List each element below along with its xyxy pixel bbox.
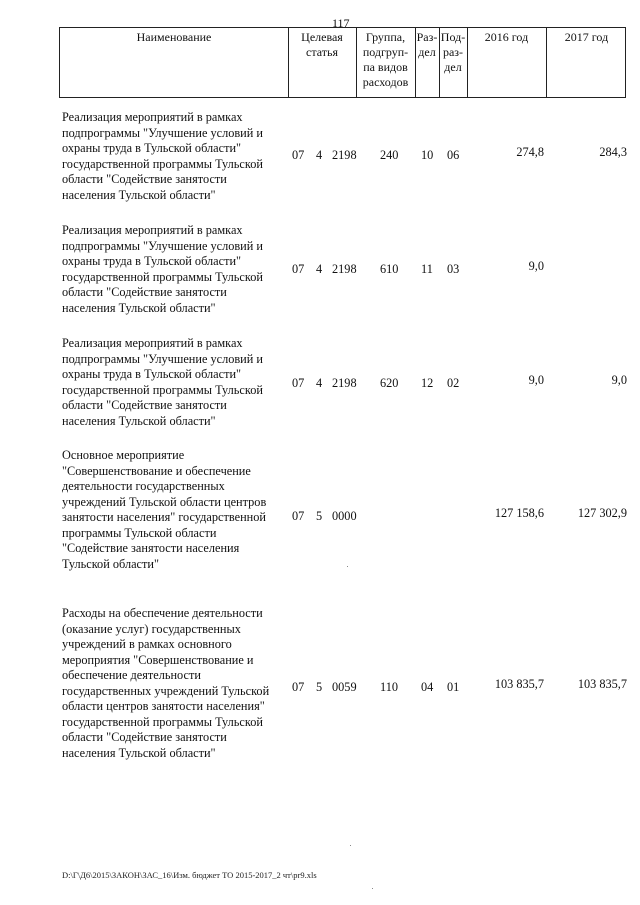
code-program: 07 [292, 376, 305, 390]
code-direction: 2198 [332, 148, 357, 162]
value-2017: 284,3 [599, 145, 627, 159]
razdel-value: 11 [421, 262, 433, 276]
row-name: Реализация мероприятий в рамках подпрограммы "Улучшение условий и охраны труда в Тульской области" государственной программы Тульской области "Содействие занятости населения Тульской области" [62, 223, 264, 315]
code-subprogram: 5 [316, 509, 323, 523]
value-2016: 274,8 [516, 145, 544, 159]
value-2017: 9,0 [611, 373, 627, 387]
file-path-footer: D:\Г\Д6\2015\ЗАКОН\ЗАС_16\Изм. бюджет ТО 2015-2017_2 чт\pr9.xls [62, 870, 317, 880]
group-value: 110 [380, 680, 398, 694]
code-program: 07 [292, 509, 305, 523]
table-row [62, 223, 628, 319]
header-2016: 2016 год [484, 30, 529, 44]
razdel-value: 10 [421, 148, 434, 162]
header-razdel: Раз- дел [416, 30, 438, 59]
value-2017: 103 835,7 [577, 677, 627, 691]
row-name: Реализация мероприятий в рамках подпрограммы "Улучшение условий и охраны труда в Тульской области" государственной программы Тульской области "Содействие занятости населения Тульской области" [62, 336, 264, 428]
table-header [59, 27, 626, 98]
group-value: 620 [380, 376, 399, 390]
value-2016: 103 835,7 [494, 677, 544, 691]
code-subprogram: 4 [316, 148, 323, 162]
row-name: Расходы на обеспечение деятельности (оказание услуг) государственных учреждений в рамках основного мероприятия "Совершенствование и обеспечение деятельности государственных учреждений Тульской области центров занятости населения" государственной программы Тульской области "Содействие занятости населения Тульской области" [62, 606, 270, 760]
row-name: Реализация мероприятий в рамках подпрограммы "Улучшение условий и охраны труда в Тульской области" государственной программы Тульской области "Содействие занятости населения Тульской области" [62, 110, 264, 202]
header-name: Наименование [136, 30, 212, 44]
code-direction: 2198 [332, 262, 357, 276]
razdel-value: 12 [421, 376, 434, 390]
scan-speck [350, 845, 351, 846]
code-direction: 0059 [332, 680, 357, 694]
podrazdel-value: 02 [447, 376, 460, 390]
code-program: 07 [292, 262, 305, 276]
code-subprogram: 4 [316, 376, 323, 390]
table-row [62, 336, 628, 432]
group-value: 610 [380, 262, 399, 276]
table-row [62, 606, 628, 766]
group-value: 240 [380, 148, 399, 162]
value-2017: 127 302,9 [577, 506, 627, 520]
value-2016: 9,0 [528, 259, 544, 273]
header-group: Группа, подгруп- па видов расходов [362, 30, 409, 89]
header-2017: 2017 год [564, 30, 609, 44]
header-target-article: Целевая статья [301, 30, 343, 59]
scan-speck [347, 566, 348, 567]
table-row [62, 448, 628, 576]
podrazdel-value: 03 [447, 262, 460, 276]
table-row [62, 110, 628, 206]
value-2016: 127 158,6 [494, 506, 544, 520]
code-program: 07 [292, 148, 305, 162]
code-direction: 2198 [332, 376, 357, 390]
podrazdel-value: 06 [447, 148, 460, 162]
code-subprogram: 5 [316, 680, 323, 694]
podrazdel-value: 01 [447, 680, 460, 694]
code-direction: 0000 [332, 509, 357, 523]
scan-speck [372, 888, 373, 889]
value-2016: 9,0 [528, 373, 544, 387]
page-number: 117 [332, 16, 350, 30]
razdel-value: 04 [421, 680, 434, 694]
code-subprogram: 4 [316, 262, 323, 276]
header-podrazdel: Под- раз- дел [440, 30, 466, 74]
code-program: 07 [292, 680, 305, 694]
row-name: Основное мероприятие "Совершенствование и обеспечение деятельности государственных учреждений Тульской области центров занятости населения" государственной программы Тульской области "Содействие занятости населения Тульской области" [62, 448, 267, 571]
